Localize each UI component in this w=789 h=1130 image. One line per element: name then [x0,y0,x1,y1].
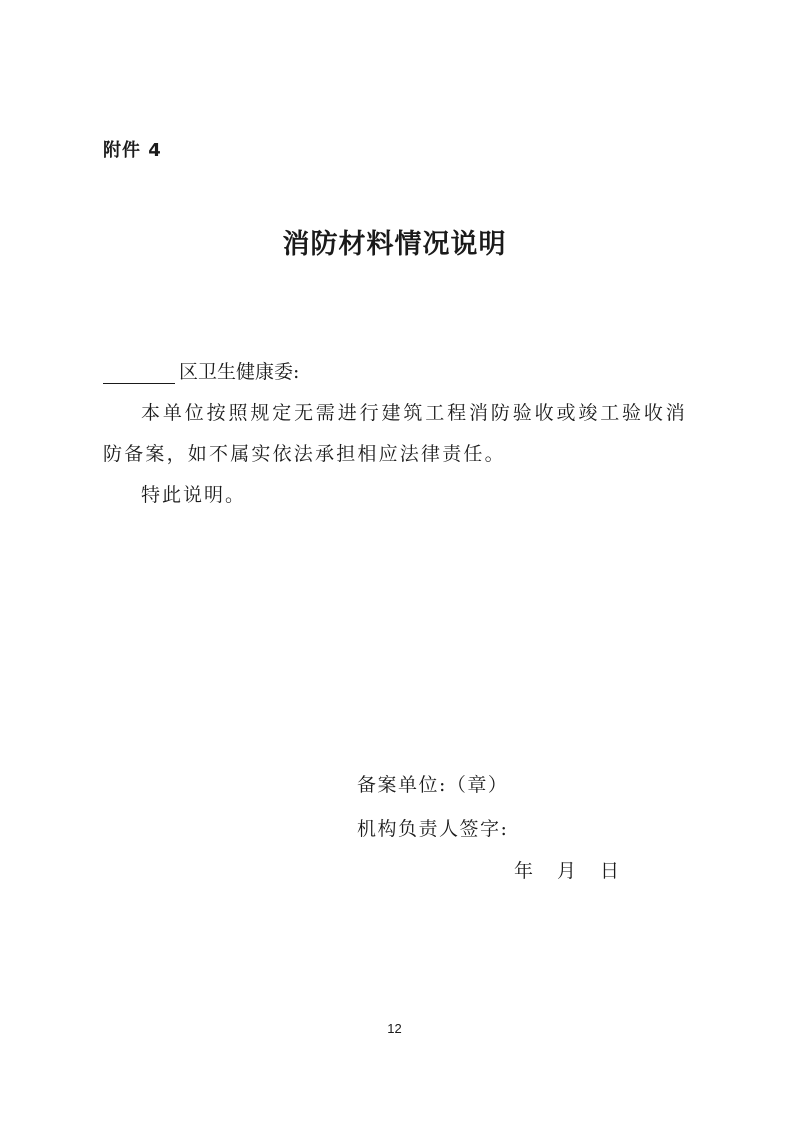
addressee-text: 区卫生健康委: [179,361,300,383]
body-paragraph: 本单位按照规定无需进行建筑工程消防验收或竣工验收消防备案，如不属实依法承担相应法律责任。 [103,402,687,465]
signature-person: 机构负责人签字: [357,818,509,840]
page-number: 12 [387,1021,402,1036]
date-year-label: 年 [514,860,534,882]
addressee-blank-field [103,363,175,384]
date-day-label: 日 [600,860,620,882]
signature-unit: 备案单位:（章） [357,774,509,796]
closing-statement: 特此说明。 [141,484,247,506]
document-title: 消防材料情况说明 [282,229,507,260]
date-month-label: 月 [557,860,577,882]
addressee-line [103,357,299,384]
attachment-label: 附件 4 [103,140,162,161]
signature-date [514,856,619,883]
